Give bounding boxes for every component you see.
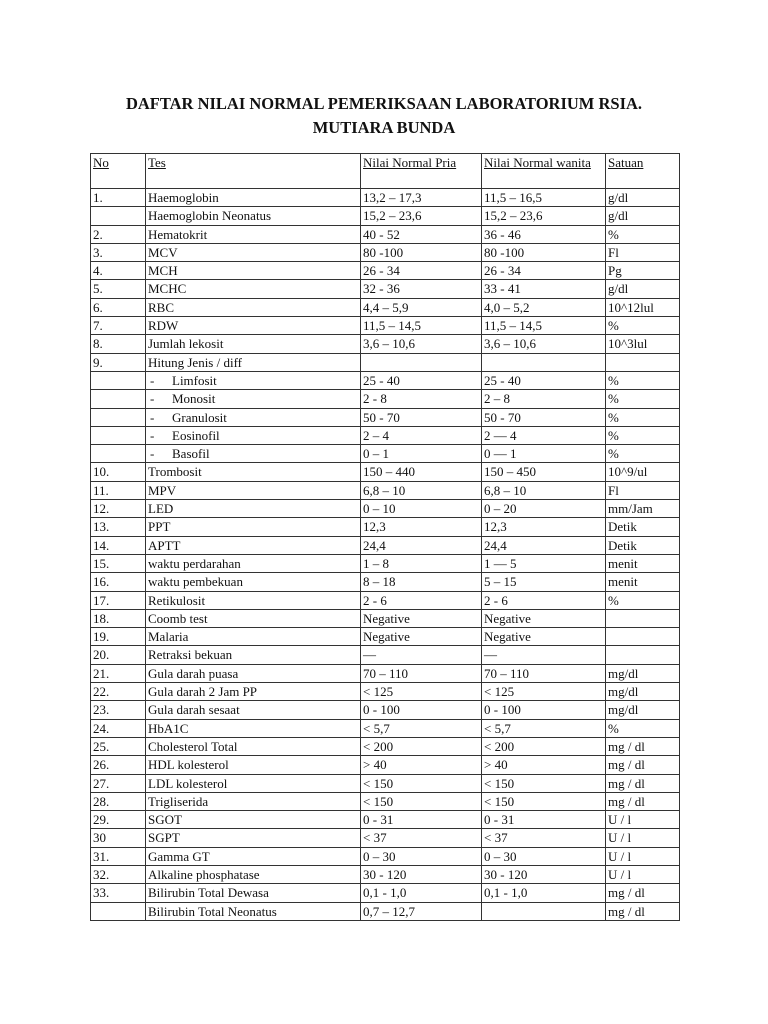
normal-wanita: 150 – 450 — [482, 463, 606, 481]
row-number: 28. — [91, 792, 146, 810]
test-name: MCH — [146, 262, 361, 280]
normal-pria: 2 - 6 — [361, 591, 482, 609]
normal-wanita: 6,8 – 10 — [482, 481, 606, 499]
normal-wanita: Negative — [482, 628, 606, 646]
unit: U / l — [606, 847, 680, 865]
unit — [606, 609, 680, 627]
table-row — [91, 225, 680, 243]
header-no: No — [91, 154, 146, 189]
unit: % — [606, 225, 680, 243]
normal-wanita — [482, 902, 606, 920]
normal-pria: 15,2 – 23,6 — [361, 207, 482, 225]
test-name: RDW — [146, 317, 361, 335]
sub-item — [148, 445, 210, 462]
row-number: 14. — [91, 536, 146, 554]
normal-wanita: — — [482, 646, 606, 664]
row-number: 17. — [91, 591, 146, 609]
normal-wanita: 0 - 31 — [482, 811, 606, 829]
normal-wanita: 0,1 - 1,0 — [482, 884, 606, 902]
sub-item — [148, 390, 215, 407]
sub-item — [148, 372, 217, 389]
table-row — [91, 683, 680, 701]
row-number: 2. — [91, 225, 146, 243]
table-row — [91, 792, 680, 810]
row-number — [91, 390, 146, 408]
table-row — [91, 390, 680, 408]
test-name: Trombosit — [146, 463, 361, 481]
normal-pria: 3,6 – 10,6 — [361, 335, 482, 353]
test-name: waktu pembekuan — [146, 573, 361, 591]
title-line-1: DAFTAR NILAI NORMAL PEMERIKSAAN LABORATORIUM RSIA. — [125, 94, 643, 113]
row-number: 1. — [91, 189, 146, 207]
unit: Detik — [606, 518, 680, 536]
unit: 10^3lul — [606, 335, 680, 353]
unit: g/dl — [606, 280, 680, 298]
normal-pria: < 200 — [361, 737, 482, 755]
table-row — [91, 884, 680, 902]
title-line-2: MUTIARA BUNDA — [312, 118, 456, 137]
table-row — [91, 518, 680, 536]
unit: % — [606, 719, 680, 737]
row-number: 33. — [91, 884, 146, 902]
test-name: LED — [146, 500, 361, 518]
normal-wanita: 2 - 6 — [482, 591, 606, 609]
table-row — [91, 701, 680, 719]
normal-pria: 80 -100 — [361, 243, 482, 261]
unit: Pg — [606, 262, 680, 280]
row-number: 25. — [91, 737, 146, 755]
normal-wanita: 4,0 – 5,2 — [482, 298, 606, 316]
normal-wanita: 30 - 120 — [482, 865, 606, 883]
table-row — [91, 847, 680, 865]
row-number: 27. — [91, 774, 146, 792]
normal-wanita: 50 - 70 — [482, 408, 606, 426]
row-number: 9. — [91, 353, 146, 371]
sub-item-label: Monosit — [172, 391, 216, 407]
row-number: 19. — [91, 628, 146, 646]
unit: menit — [606, 554, 680, 572]
unit: Fl — [606, 481, 680, 499]
normal-wanita: < 125 — [482, 683, 606, 701]
normal-wanita: 0 – 20 — [482, 500, 606, 518]
unit: mg / dl — [606, 774, 680, 792]
table-row — [91, 756, 680, 774]
test-name: Jumlah lekosit — [146, 335, 361, 353]
test-name: PPT — [146, 518, 361, 536]
unit: mg/dl — [606, 664, 680, 682]
normal-wanita: 0 — 1 — [482, 445, 606, 463]
normal-wanita: 11,5 – 14,5 — [482, 317, 606, 335]
table-row — [91, 554, 680, 572]
normal-wanita: 2 — 4 — [482, 426, 606, 444]
row-number — [91, 408, 146, 426]
normal-pria: 8 – 18 — [361, 573, 482, 591]
table-row — [91, 646, 680, 664]
table-row — [91, 609, 680, 627]
normal-wanita: 70 – 110 — [482, 664, 606, 682]
normal-wanita: 3,6 – 10,6 — [482, 335, 606, 353]
test-name — [146, 408, 361, 426]
table-row — [91, 298, 680, 316]
normal-pria: 50 - 70 — [361, 408, 482, 426]
table-row — [91, 628, 680, 646]
table-row — [91, 774, 680, 792]
test-name: Hitung Jenis / diff — [146, 353, 361, 371]
normal-pria: 32 - 36 — [361, 280, 482, 298]
row-number: 32. — [91, 865, 146, 883]
table-row — [91, 317, 680, 335]
sub-item-label: Limfosit — [172, 372, 217, 388]
row-number — [91, 426, 146, 444]
normal-pria: > 40 — [361, 756, 482, 774]
unit: mg/dl — [606, 683, 680, 701]
normal-pria: 150 – 440 — [361, 463, 482, 481]
test-name: APTT — [146, 536, 361, 554]
normal-wanita: Negative — [482, 609, 606, 627]
header-satuan: Satuan — [606, 154, 680, 189]
normal-wanita: 33 - 41 — [482, 280, 606, 298]
normal-pria: 1 – 8 — [361, 554, 482, 572]
table-row — [91, 811, 680, 829]
unit: mg / dl — [606, 902, 680, 920]
table-row — [91, 902, 680, 920]
test-name: LDL kolesterol — [146, 774, 361, 792]
row-number: 11. — [91, 481, 146, 499]
test-name: Trigliserida — [146, 792, 361, 810]
normal-wanita: < 200 — [482, 737, 606, 755]
normal-wanita: 1 — 5 — [482, 554, 606, 572]
normal-wanita: > 40 — [482, 756, 606, 774]
table-row — [91, 463, 680, 481]
sub-item — [148, 427, 220, 444]
sub-item-label: Eosinofil — [172, 427, 220, 443]
test-name: Cholesterol Total — [146, 737, 361, 755]
test-name: Retikulosit — [146, 591, 361, 609]
unit: mg / dl — [606, 737, 680, 755]
normal-wanita: 26 - 34 — [482, 262, 606, 280]
normal-pria: 11,5 – 14,5 — [361, 317, 482, 335]
test-name: SGOT — [146, 811, 361, 829]
unit: % — [606, 591, 680, 609]
normal-pria: < 150 — [361, 774, 482, 792]
table-row — [91, 426, 680, 444]
test-name: Haemoglobin — [146, 189, 361, 207]
table-row — [91, 664, 680, 682]
unit: mg / dl — [606, 756, 680, 774]
test-name — [146, 371, 361, 389]
normal-wanita: 15,2 – 23,6 — [482, 207, 606, 225]
table-row — [91, 207, 680, 225]
row-number: 8. — [91, 335, 146, 353]
normal-wanita — [482, 353, 606, 371]
table-row — [91, 371, 680, 389]
table-row — [91, 335, 680, 353]
normal-pria: < 37 — [361, 829, 482, 847]
table-row — [91, 500, 680, 518]
normal-wanita: 24,4 — [482, 536, 606, 554]
unit — [606, 646, 680, 664]
normal-pria: 0,1 - 1,0 — [361, 884, 482, 902]
normal-wanita: 5 – 15 — [482, 573, 606, 591]
row-number: 31. — [91, 847, 146, 865]
normal-pria: 0 - 100 — [361, 701, 482, 719]
normal-pria: 0 – 10 — [361, 500, 482, 518]
normal-wanita: 25 - 40 — [482, 371, 606, 389]
row-number: 5. — [91, 280, 146, 298]
normal-pria: < 125 — [361, 683, 482, 701]
test-name: Gamma GT — [146, 847, 361, 865]
row-number — [91, 371, 146, 389]
sub-item — [148, 409, 227, 426]
normal-pria: 4,4 – 5,9 — [361, 298, 482, 316]
unit: mm/Jam — [606, 500, 680, 518]
unit: % — [606, 426, 680, 444]
bullet-dash: - — [150, 446, 155, 462]
header-pria: Nilai Normal Pria — [361, 154, 482, 189]
sub-item-label: Basofil — [172, 446, 210, 462]
test-name — [146, 390, 361, 408]
test-name: Gula darah puasa — [146, 664, 361, 682]
table-row — [91, 280, 680, 298]
row-number: 4. — [91, 262, 146, 280]
table-row — [91, 536, 680, 554]
unit: g/dl — [606, 189, 680, 207]
row-number: 29. — [91, 811, 146, 829]
row-number: 15. — [91, 554, 146, 572]
test-name: MCHC — [146, 280, 361, 298]
unit — [606, 628, 680, 646]
unit: % — [606, 390, 680, 408]
row-number: 18. — [91, 609, 146, 627]
normal-wanita: 80 -100 — [482, 243, 606, 261]
unit: menit — [606, 573, 680, 591]
table-row — [91, 408, 680, 426]
test-name: HbA1C — [146, 719, 361, 737]
test-name: Retraksi bekuan — [146, 646, 361, 664]
unit: 10^12lul — [606, 298, 680, 316]
test-name: SGPT — [146, 829, 361, 847]
unit: % — [606, 408, 680, 426]
row-number: 13. — [91, 518, 146, 536]
normal-pria: 30 - 120 — [361, 865, 482, 883]
normal-wanita: 2 – 8 — [482, 390, 606, 408]
normal-wanita: 36 - 46 — [482, 225, 606, 243]
normal-pria: 13,2 – 17,3 — [361, 189, 482, 207]
normal-wanita: < 150 — [482, 792, 606, 810]
unit: % — [606, 371, 680, 389]
table-row — [91, 573, 680, 591]
unit: 10^9/ul — [606, 463, 680, 481]
normal-pria: 0,7 – 12,7 — [361, 902, 482, 920]
normal-pria: 25 - 40 — [361, 371, 482, 389]
bullet-dash: - — [150, 427, 155, 443]
row-number: 24. — [91, 719, 146, 737]
normal-pria: 70 – 110 — [361, 664, 482, 682]
normal-wanita: < 37 — [482, 829, 606, 847]
normal-pria: 0 – 1 — [361, 445, 482, 463]
row-number: 3. — [91, 243, 146, 261]
bullet-dash: - — [150, 372, 155, 388]
row-number: 23. — [91, 701, 146, 719]
test-name: Malaria — [146, 628, 361, 646]
test-name: Alkaline phosphatase — [146, 865, 361, 883]
normal-wanita: 11,5 – 16,5 — [482, 189, 606, 207]
table-row — [91, 445, 680, 463]
normal-pria: Negative — [361, 628, 482, 646]
normal-pria: 0 - 31 — [361, 811, 482, 829]
unit: % — [606, 317, 680, 335]
row-number: 30 — [91, 829, 146, 847]
test-name — [146, 445, 361, 463]
test-name: RBC — [146, 298, 361, 316]
unit: U / l — [606, 811, 680, 829]
normal-pria: — — [361, 646, 482, 664]
unit: U / l — [606, 829, 680, 847]
table-header-row — [91, 154, 680, 189]
unit: Detik — [606, 536, 680, 554]
row-number: 22. — [91, 683, 146, 701]
normal-pria: 0 – 30 — [361, 847, 482, 865]
row-number: 10. — [91, 463, 146, 481]
row-number: 6. — [91, 298, 146, 316]
row-number: 12. — [91, 500, 146, 518]
test-name: MCV — [146, 243, 361, 261]
bullet-dash: - — [150, 391, 155, 407]
row-number: 16. — [91, 573, 146, 591]
table-row — [91, 737, 680, 755]
normal-pria: 12,3 — [361, 518, 482, 536]
table-row — [91, 829, 680, 847]
normal-wanita: 12,3 — [482, 518, 606, 536]
header-tes: Tes — [146, 154, 361, 189]
normal-pria: 2 – 4 — [361, 426, 482, 444]
unit: mg / dl — [606, 792, 680, 810]
unit: mg/dl — [606, 701, 680, 719]
table-row — [91, 591, 680, 609]
unit — [606, 353, 680, 371]
test-name: Hematokrit — [146, 225, 361, 243]
bullet-dash: - — [150, 409, 155, 425]
normal-pria — [361, 353, 482, 371]
table-row — [91, 719, 680, 737]
row-number: 7. — [91, 317, 146, 335]
header-wanita: Nilai Normal wanita — [482, 154, 606, 189]
normal-pria: 24,4 — [361, 536, 482, 554]
test-name: waktu perdarahan — [146, 554, 361, 572]
lab-values-table — [90, 153, 680, 921]
table-row — [91, 865, 680, 883]
normal-pria: 2 - 8 — [361, 390, 482, 408]
test-name: Haemoglobin Neonatus — [146, 207, 361, 225]
unit: Fl — [606, 243, 680, 261]
row-number — [91, 902, 146, 920]
row-number — [91, 207, 146, 225]
row-number: 20. — [91, 646, 146, 664]
test-name: HDL kolesterol — [146, 756, 361, 774]
table-row — [91, 189, 680, 207]
row-number: 21. — [91, 664, 146, 682]
normal-pria: Negative — [361, 609, 482, 627]
unit: U / l — [606, 865, 680, 883]
row-number — [91, 445, 146, 463]
table-row — [91, 481, 680, 499]
test-name: Bilirubin Total Neonatus — [146, 902, 361, 920]
normal-pria: 40 - 52 — [361, 225, 482, 243]
normal-wanita: < 5,7 — [482, 719, 606, 737]
table-row — [91, 353, 680, 371]
test-name: MPV — [146, 481, 361, 499]
unit: g/dl — [606, 207, 680, 225]
normal-wanita: 0 - 100 — [482, 701, 606, 719]
document-title — [60, 92, 708, 140]
test-name: Bilirubin Total Dewasa — [146, 884, 361, 902]
table-row — [91, 243, 680, 261]
normal-pria: 6,8 – 10 — [361, 481, 482, 499]
normal-wanita: < 150 — [482, 774, 606, 792]
test-name: Coomb test — [146, 609, 361, 627]
test-name: Gula darah 2 Jam PP — [146, 683, 361, 701]
test-name: Gula darah sesaat — [146, 701, 361, 719]
normal-pria: 26 - 34 — [361, 262, 482, 280]
unit: mg / dl — [606, 884, 680, 902]
unit: % — [606, 445, 680, 463]
normal-wanita: 0 – 30 — [482, 847, 606, 865]
row-number: 26. — [91, 756, 146, 774]
sub-item-label: Granulosit — [172, 409, 227, 425]
normal-pria: < 150 — [361, 792, 482, 810]
normal-pria: < 5,7 — [361, 719, 482, 737]
table-row — [91, 262, 680, 280]
test-name — [146, 426, 361, 444]
